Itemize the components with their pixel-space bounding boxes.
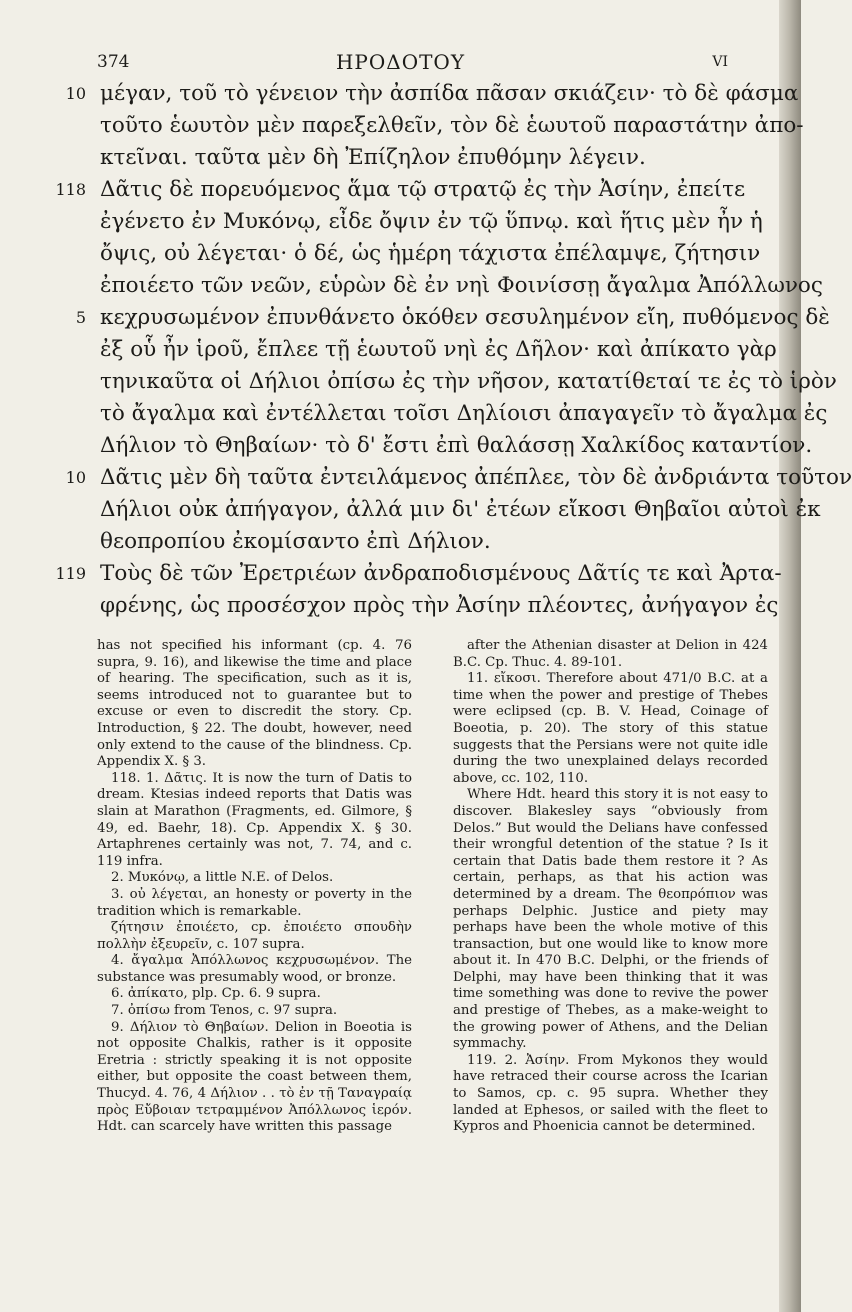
greek-line-text: τηνικαῦτα οἱ Δήλιοι ὀπίσω ἐς τὴν νῆσον, κατατίθεταί τε ἐς τὸ ἱρὸν [100,369,837,394]
book-number: VI [712,54,728,70]
greek-line [100,590,779,622]
commentary-note: 7. ὀπίσω from Tenos, c. 97 supra. [111,1003,338,1019]
commentary-note: 9. Δήλιον τὸ Θηβαίων. Delion in Boeotia is not opposite Chalkis, rather is it opposite Eretria : strictly speaking it is not opposite either, but opposite the coast between them, Thucyd. 4. 76, 4 Δήλιον . . τὸ ἐν τῇ Ταναγραίᾳ πρὸς Εὔβοιαν τετραμμένον Ἀπόλλωνος ἱερόν. Hdt. can scarcely have written this passage [97,1019,412,1135]
running-title: ΗΡΟΔΟΤΟΥ [335,50,466,74]
greek-line-text: θεοπροπίου ἐκομίσαντο ἐπὶ Δήλιον. [100,529,491,554]
page-number: 374 [97,52,130,72]
commentary-note: 119. 2. Ἀσίην. From Mykonos they would have retraced their course across the Icarian to Samos, cp. c. 95 supra. Whether they landed at Ephesos, or sailed with the fleet to Kypros and Phoenicia cannot be determined. [453,1052,768,1135]
greek-line-text: κτεῖναι. ταῦτα μὲν δὴ Ἐπίζηλον ἐπυθόμην λέγειν. [100,145,646,170]
greek-line [100,334,777,366]
page-header [0,30,801,74]
commentary-note: ζήτησιν ἐποιέετο, cp. ἐποιέετο σπουδὴν πολλὴν ἐξευρεῖν, c. 107 supra. [97,920,412,952]
line-number: 10 [65,84,86,103]
greek-line [100,526,750,558]
greek-line-text: τοῦτο ἑωυτὸν μὲν παρεξελθεῖν, τὸν δὲ ἑωυτοῦ παραστάτην ἀπο- [100,113,804,138]
commentary-left-column [97,638,412,1136]
greek-line [100,238,761,270]
greek-line-text: τὸ ἄγαλμα καὶ ἐντέλλεται τοῖσι Δηλίοισι ἀπαγαγεῖν τὸ ἄγαλμα ἐς [100,401,828,426]
commentary-note: Where Hdt. heard this story it is not easy to discover. Blakesley says “obviously from Delos.” But would the Delians have confessed their wrongful detention of the statue ? Is it certain that Datis bade them restore it ? As certain, perhaps, as that his action was determined by a dream. The θεοπρόπιον was perhaps Delphic. Justice and piety may perhaps have been the whole motive of this transaction, but one would like to know more about it. In 470 B.C. Delphi, or the friends of Delphi, may have been thinking that it was time something was done to revive the power and prestige of Thebes, as a make-weight to the growing power of Athens, and the Delian symmachy. [453,787,768,1052]
line-number: 118 [55,180,86,199]
greek-line-text: Δήλιοι οὐκ ἀπήγαγον, ἀλλά μιν δι' ἐτέων εἴκοσι Θηβαῖοι αὐτοὶ ἐκ [100,497,821,522]
page-edge-shadow [779,0,801,1312]
greek-text-block [55,78,852,622]
commentary-note: 6. ἀπίκατο, plp. Cp. 6. 9 supra. [111,986,321,1002]
greek-line [100,494,821,526]
greek-line [100,398,828,430]
commentary-note: 118. 1. Δᾶτις. It is now the turn of Datis to dream. Ktesias indeed reports that Datis was slain at Marathon (Fragments, ed. Gilmore, § 49, ed. Baehr, 18). Cp. Appendix X. § 30. Artaphrenes certainly was not, 7. 74, and c. 119 infra. [97,770,412,869]
greek-line [55,558,782,590]
line-number: 5 [75,308,86,327]
greek-line-text: Δήλιον τὸ Θηβαίων· τὸ δ' ἔστι ἐπὶ θαλάσσῃ Χαλκίδος καταντίον. [100,433,813,458]
greek-line-text: κεχρυσωμένον ἐπυνθάνετο ὁκόθεν σεσυλημένον εἴη, πυθόμενος δὲ [100,305,830,330]
greek-line-text: μέγαν, τοῦ τὸ γένειον τὴν ἀσπίδα πᾶσαν σκιάζειν· τὸ δὲ φάσμα [100,81,799,106]
greek-line [65,462,852,494]
greek-line-text: ὄψις, οὐ λέγεται· ὁ δέ, ὡς ἡμέρη τάχιστα ἐπέλαμψε, ζήτησιν [100,241,761,266]
greek-line [100,110,804,142]
greek-line [100,142,750,174]
greek-line-text: Δᾶτις μὲν δὴ ταῦτα ἐντειλάμενος ἀπέπλεε, τὸν δὲ ἀνδριάντα τοῦτον [100,465,852,490]
commentary-note: 11. εἴκοσι. Therefore about 471/0 B.C. at a time when the power and prestige of Thebes were eclipsed (cp. B. V. Head, Coinage of Boeotia, p. 20). The story of this statue suggests that the Persians were not quite idle during the two unexplained delays recorded above, cc. 102, 110. [453,671,768,786]
greek-line-text: Τοὺς δὲ τῶν Ἐρετριέων ἀνδραποδισμένους Δᾶτίς τε καὶ Ἀρτα- [100,561,782,586]
greek-line [75,302,830,334]
greek-line-text: Δᾶτις δὲ πορευόμενος ἅμα τῷ στρατῷ ἐς τὴν Ἀσίην, ἐπείτε [100,177,746,202]
greek-line [100,366,837,398]
greek-line-text: ἐγένετο ἐν Μυκόνῳ, εἶδε ὄψιν ἐν τῷ ὕπνῳ. καὶ ἥτις μὲν ἦν ἡ [100,209,763,234]
commentary-note: 4. ἄγαλμα Ἀπόλλωνος κεχρυσωμένον. The substance was presumably wood, or bronze. [97,953,412,985]
commentary-note: 2. Μυκόνῳ, a little N.E. of Delos. [111,870,334,886]
line-number: 119 [55,564,86,583]
commentary-right-column [453,638,768,1136]
commentary-note: has not specified his informant (cp. 4. 76 supra, 9. 16), and likewise the time and place of hearing. The specification, such as it is, seems introduced not to guarantee but to excuse or even to discredit the story. Cp. Introduction, § 22. The doubt, however, need only extend to the cause of the blindness. Cp. Appendix X. § 3. [97,638,412,770]
greek-line [55,174,750,206]
commentary-note: 3. οὐ λέγεται, an honesty or poverty in the tradition which is remarkable. [97,886,412,919]
commentary-note: after the Athenian disaster at Delion in 424 B.C. Cp. Thuc. 4. 89-101. [453,638,768,670]
greek-line [100,206,763,238]
greek-line-text: ἐποιέετο τῶν νεῶν, εὑρὼν δὲ ἐν νηὶ Φοινίσσῃ ἄγαλμα Ἀπόλλωνος [100,273,823,298]
greek-line-text: ἐξ οὗ ἦν ἱροῦ, ἔπλεε τῇ ἑωυτοῦ νηὶ ἐς Δῆλον· καὶ ἀπίκατο γὰρ [100,337,777,362]
line-number: 10 [65,468,86,487]
greek-line [100,430,813,462]
greek-line [65,78,799,110]
greek-line-text: φρένης, ὡς προσέσχον πρὸς τὴν Ἀσίην πλέοντες, ἀνήγαγον ἐς [100,593,779,618]
greek-line [100,270,823,302]
